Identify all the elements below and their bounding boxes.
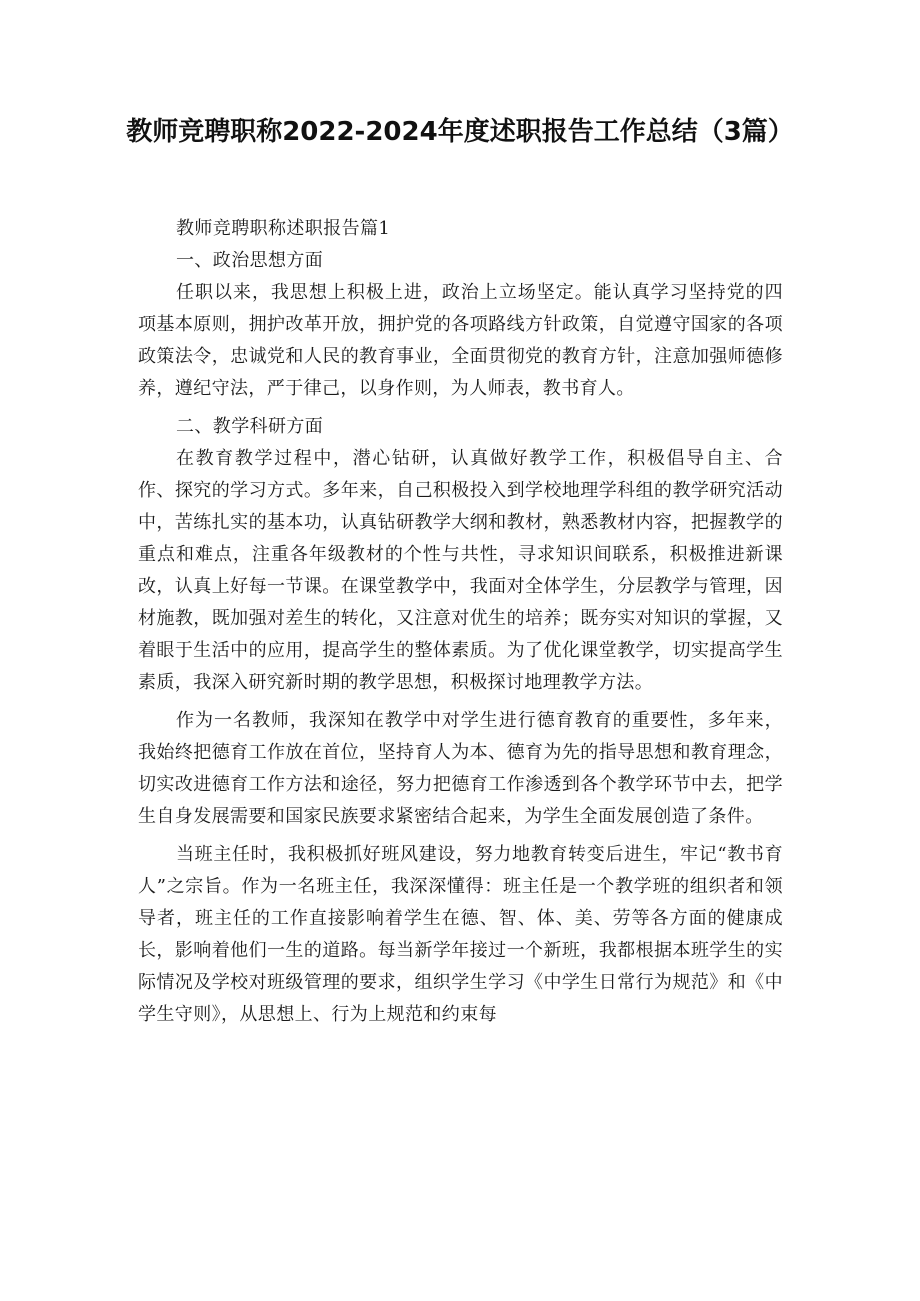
section-heading-politics: 一、政治思想方面 (176, 250, 324, 271)
document-body (138, 213, 783, 1031)
paragraph-politics: 任职以来，我思想上积极上进，政治上立场坚定。能认真学习坚持党的四项基本原则，拥护改革开放，拥护党的各项路线方针政策，自觉遵守国家的各项政策法令，忠诚党和人民的教育事业，全面贯彻党的教育方针，注意加强师德修养，遵纪守法，严于律己，以身作则，为人师表，教书育人。 (138, 282, 783, 399)
section-heading-teaching: 二、教学科研方面 (176, 416, 324, 437)
document-title: 教师竞聘职称2022-2024年度述职报告工作总结（3篇） (126, 117, 794, 147)
paragraph-moral-education: 作为一名教师，我深知在教学中对学生进行德育教育的重要性，多年来，我始终把德育工作放在首位，坚持育人为本、德育为先的指导思想和教育理念，切实改进德育工作方法和途径，努力把德育工作渗透到各个教学环节中去，把学生自身发展需要和国家民族要求紧密结合起来，为学生全面发展创造了条件。 (138, 710, 783, 827)
paragraph-teaching: 在教育教学过程中，潜心钻研，认真做好教学工作，积极倡导自主、合作、探究的学习方式。多年来，自己积极投入到学校地理学科组的教学研究活动中，苦练扎实的基本功，认真钻研教学大纲和教材，熟悉教材内容，把握教学的重点和难点，注重各年级教材的个性与共性，寻求知识间联系，积极推进新课改，认真上好每一节课。在课堂教学中，我面对全体学生，分层教学与管理，因材施教，既加强对差生的转化，又注意对优生的培养；既夯实对知识的掌握，又着眼于生活中的应用，提高学生的整体素质。为了优化课堂教学，切实提高学生素质，我深入研究新时期的教学思想，积极探讨地理教学方法。 (138, 448, 783, 693)
sub-title: 教师竞聘职称述职报告篇1 (176, 218, 391, 239)
paragraph-class-teacher: 当班主任时，我积极抓好班风建设，努力地教育转变后进生，牢记“教书育人”之宗旨。作为一名班主任，我深深懂得：班主任是一个教学班的组织者和领导者，班主任的工作直接影响着学生在德、智、体、美、劳等各方面的健康成长，影响着他们一生的道路。每当新学年接过一个新班，我都根据本班学生的实际情况及学校对班级管理的要求，组织学生学习《中学生日常行为规范》和《中学生守则》，从思想上、行为上规范和约束每 (138, 844, 783, 1025)
